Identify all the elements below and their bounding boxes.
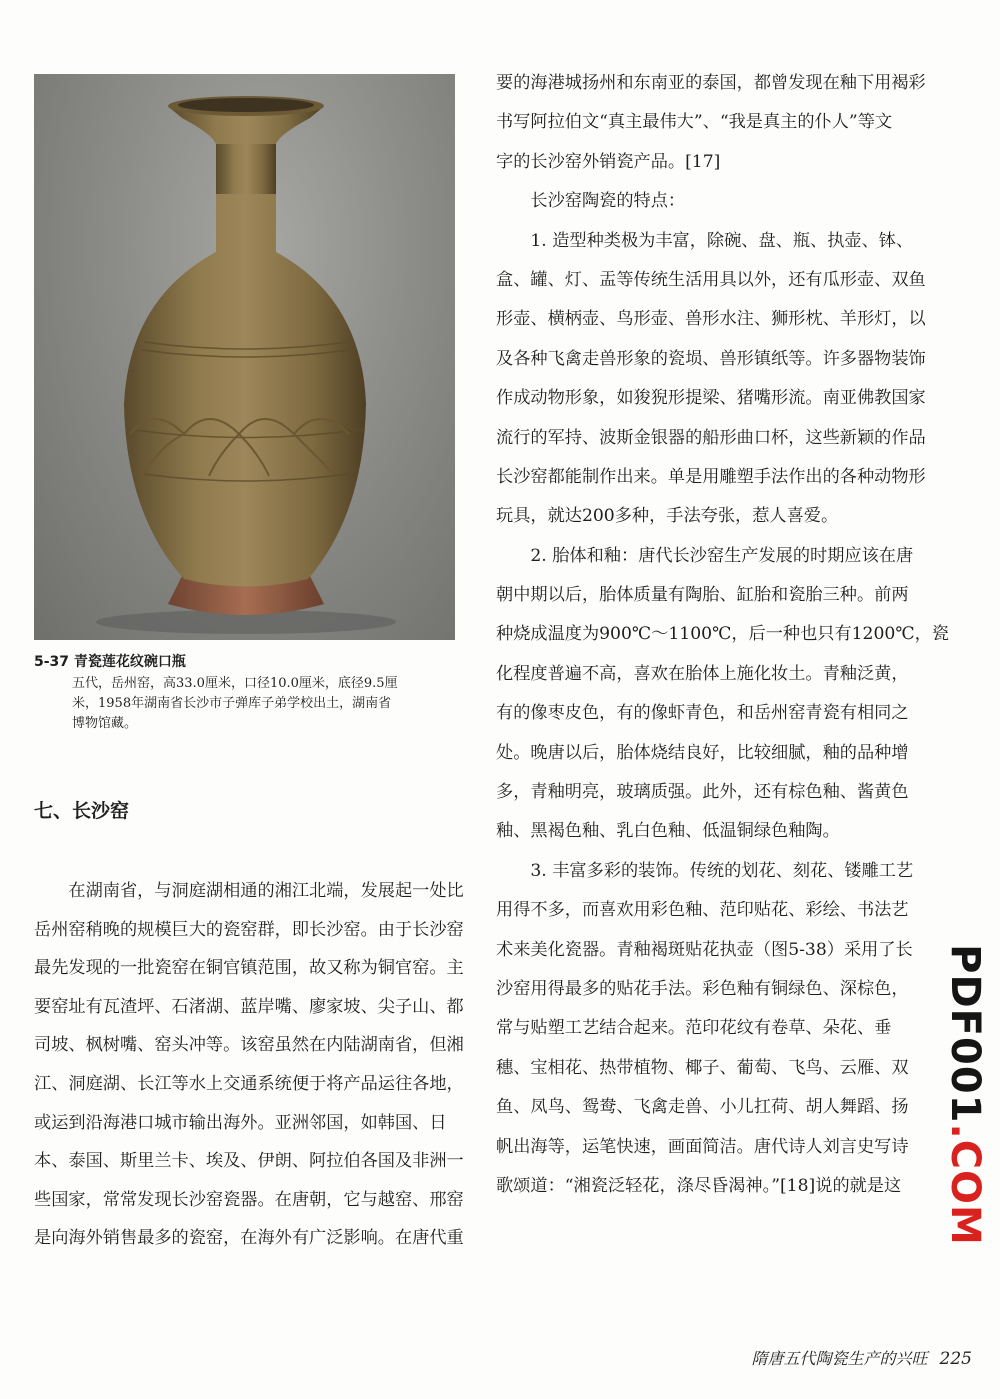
text-line: 司坡、枫树嘴、窑头冲等。该窑虽然在内陆湖南省，但湘 xyxy=(34,1035,464,1056)
text-line: 化程度普遍不高，喜欢在胎体上施化妆土。青釉泛黄， xyxy=(496,663,909,684)
text-line: 字的长沙窑外销瓷产品。[17] xyxy=(496,151,721,172)
text-line: 帆出海等，运笔快速，画面简洁。唐代诗人刘言史写诗 xyxy=(496,1136,909,1157)
text-line: 处。晚唐以后，胎体烧结良好，比较细腻，釉的品种增 xyxy=(496,742,909,763)
text-line: 鱼、凤鸟、鸳鸯、飞禽走兽、小儿扛荷、胡人舞蹈、扬 xyxy=(496,1097,909,1118)
text-line: 书写阿拉伯文“真主最伟大”、“我是真主的仆人”等文 xyxy=(496,112,893,133)
figure-caption-body xyxy=(72,674,462,734)
text-line: 在湖南省，与洞庭湖相通的湘江北端，发展起一处比 xyxy=(34,881,464,901)
text-line: 些国家，常常发现长沙窑瓷器。在唐朝，它与越窑、邢窑 xyxy=(34,1189,464,1210)
text-line: 玩具，就达200多种，手法夸张，惹人喜爱。 xyxy=(496,506,839,527)
vase-photo xyxy=(34,74,455,640)
text-line: 盒、罐、灯、盂等传统生活用具以外，还有瓜形壶、双鱼 xyxy=(496,269,926,290)
page-footer xyxy=(752,1346,972,1369)
text-line: 朝中期以后，胎体质量有陶胎、缸胎和瓷胎三种。前两 xyxy=(496,585,909,606)
text-line: 要窑址有瓦渣坪、石渚湖、蓝岸嘴、廖家坡、尖子山、都 xyxy=(34,996,464,1017)
watermark-red-text: .COM xyxy=(942,1123,988,1246)
left-text-column xyxy=(34,872,464,1258)
caption-line: 博物馆藏。 xyxy=(72,716,138,731)
caption-line: 五代，岳州窑，高33.0厘米，口径10.0厘米，底径9.5厘 xyxy=(72,676,398,691)
figure-title: 青瓷莲花纹碗口瓶 xyxy=(73,654,186,670)
right-text-column xyxy=(496,64,949,1206)
celadon-vase-illustration xyxy=(34,74,455,640)
figure-number: 5-37 xyxy=(34,654,70,670)
text-line: 要的海港城扬州和东南亚的泰国，都曾发现在釉下用褐彩 xyxy=(496,73,926,93)
text-line: 3. 丰富多彩的装饰。传统的划花、刻花、镂雕工艺 xyxy=(496,860,914,881)
text-line: 釉、黑褐色釉、乳白色釉、低温铜绿色釉陶。 xyxy=(496,821,840,842)
text-line: 有的像枣皮色，有的像虾青色，和岳州窑青瓷有相同之 xyxy=(496,703,909,724)
text-line: 多，青釉明亮，玻璃质强。此外，还有棕色釉、酱黄色 xyxy=(496,782,909,803)
text-line: 本、泰国、斯里兰卡、埃及、伊朗、阿拉伯各国及非洲一 xyxy=(34,1151,464,1172)
text-line: 用得不多，而喜欢用彩色釉、范印贴花、彩绘、书法艺 xyxy=(496,900,909,921)
text-line: 穗、宝相花、热带植物、椰子、葡萄、飞鸟、云雁、双 xyxy=(496,1057,909,1078)
text-line: 流行的军持、波斯金银器的船形曲口杯，这些新颖的作品 xyxy=(496,427,926,448)
text-line: 形壶、横柄壶、鸟形壶、兽形水注、狮形枕、羊形灯，以 xyxy=(496,309,926,330)
text-line: 长沙窑陶瓷的特点： xyxy=(496,191,686,212)
text-line: 长沙窑都能制作出来。单是用雕塑手法作出的各种动物形 xyxy=(496,466,926,487)
running-title: 隋唐五代陶瓷生产的兴旺 xyxy=(751,1349,928,1368)
watermark-dark-text: PDF001 xyxy=(942,944,988,1124)
text-line: 或运到沿海港口城市输出海外。亚洲邻国，如韩国、日 xyxy=(34,1112,447,1133)
page-number: 225 xyxy=(939,1349,972,1369)
text-line: 是向海外销售最多的瓷窑，在海外有广泛影响。在唐代重 xyxy=(34,1228,464,1249)
text-line: 歌颂道：“湘瓷泛轻花，涤尽昏渴神。”[18]说的就是这 xyxy=(496,1175,902,1196)
text-line: 江、洞庭湖、长江等水上交通系统便于将产品运往各地， xyxy=(34,1073,464,1094)
text-line: 最先发现的一批瓷窑在铜官镇范围，故又称为铜官窑。主 xyxy=(34,958,464,979)
text-line: 2. 胎体和釉：唐代长沙窑生产发展的时期应该在唐 xyxy=(496,545,914,566)
caption-line: 米，1958年湖南省长沙市子弹库子弟学校出土，湖南省 xyxy=(72,696,392,711)
text-line: 及各种飞禽走兽形象的瓷埙、兽形镇纸等。许多器物装饰 xyxy=(496,348,926,369)
text-line: 种烧成温度为900℃～1100℃，后一种也只有1200℃，瓷 xyxy=(496,624,949,645)
section-heading: 七、长沙窑 xyxy=(34,800,130,822)
text-line: 术来美化瓷器。青釉褐斑贴花执壶（图5-38）采用了长 xyxy=(496,939,913,960)
text-line: 沙窑用得最多的贴花手法。彩色釉有铜绿色、深棕色， xyxy=(496,978,909,999)
text-line: 1. 造型种类极为丰富，除碗、盘、瓶、执壶、钵、 xyxy=(496,230,914,251)
text-line: 常与贴塑工艺结合起来。范印花纹有卷草、朵花、垂 xyxy=(496,1018,892,1039)
text-line: 岳州窑稍晚的规模巨大的瓷窑群，即长沙窑。由于长沙窑 xyxy=(34,919,464,940)
text-line: 作成动物形象，如狻猊形提梁、猪嘴形流。南亚佛教国家 xyxy=(496,388,926,409)
figure-caption xyxy=(34,652,464,734)
watermark xyxy=(940,885,990,1305)
